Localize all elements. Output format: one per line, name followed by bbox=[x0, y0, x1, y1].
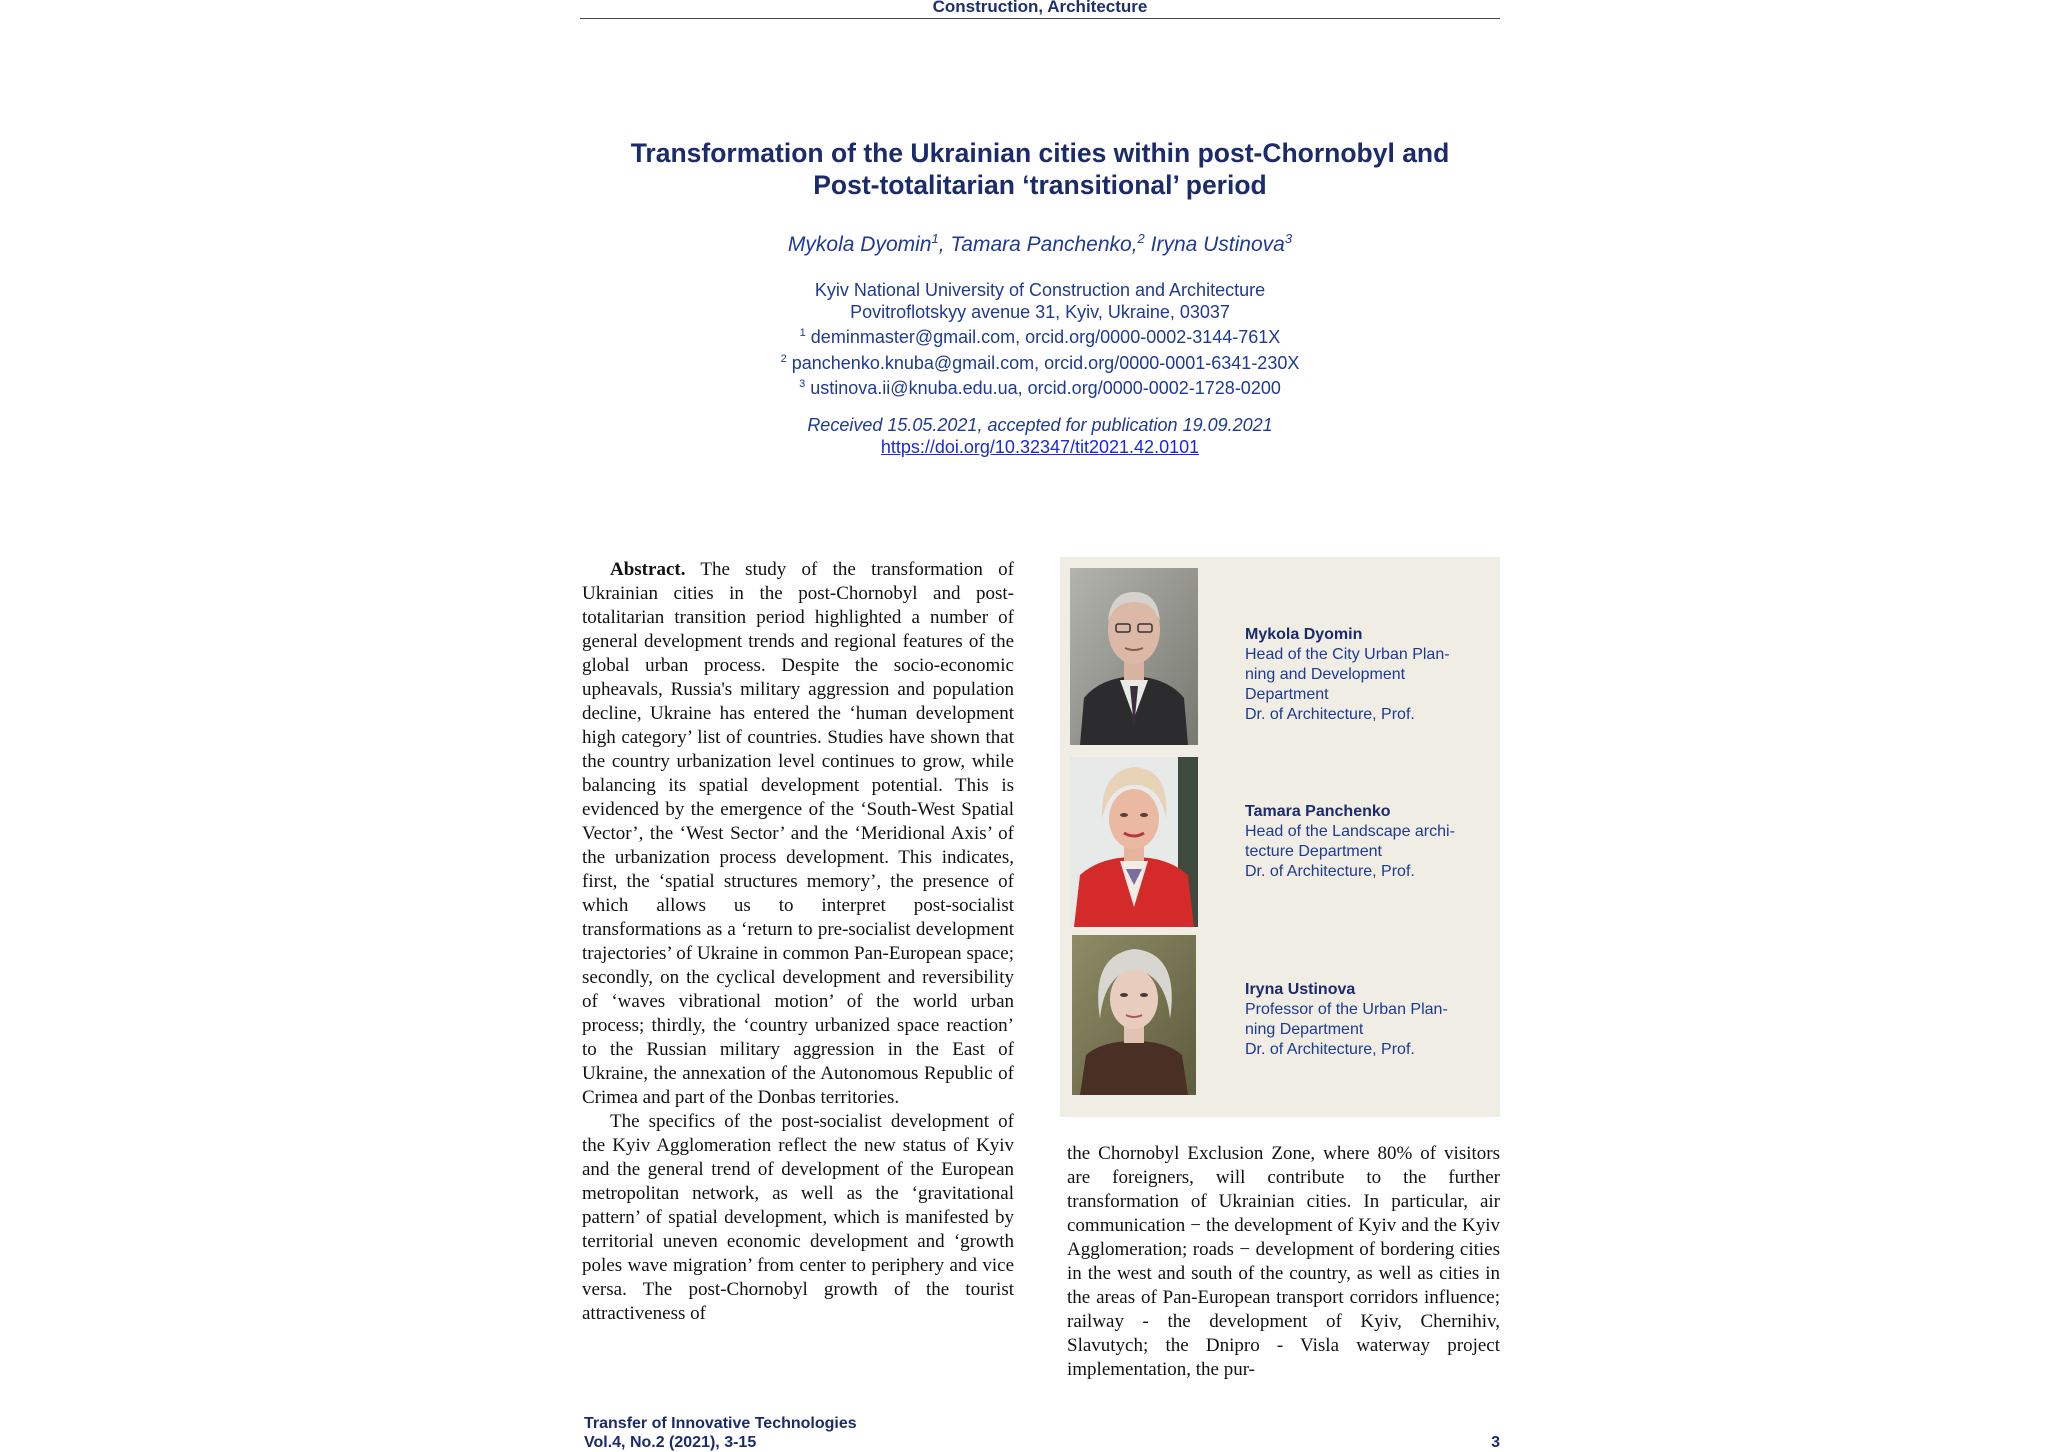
bio-2-line-1: Head of the Landscape archi- bbox=[1245, 823, 1455, 840]
author-photo-2 bbox=[1070, 757, 1198, 927]
doi-line bbox=[580, 436, 1500, 458]
author-bio-2 bbox=[1245, 802, 1490, 882]
abstract-paragraph-2: The specifics of the post-socialist development of the Kyiv Agglomeration reflect the new status of Kyiv and the general trend of development of the European metropolitan network, as well as the ‘gravitational pattern’ of spatial development, which is manifested by territorial uneven economic development and ‘growth poles wave migration’ from center to periphery and vice versa. The post-Chornobyl growth of the tourist attractiveness of bbox=[582, 1111, 1014, 1324]
abstract-label: Abstract. bbox=[610, 559, 686, 580]
page-number: 3 bbox=[1491, 1434, 1500, 1451]
bio-2-line-2: tecture Department bbox=[1245, 843, 1382, 860]
bio-1-name: Mykola Dyomin bbox=[1245, 626, 1363, 643]
paper-page bbox=[580, 0, 1500, 1451]
title-line-1: Transformation of the Ukrainian cities within post-Chornobyl and bbox=[630, 138, 1450, 168]
bio-3-name: Iryna Ustinova bbox=[1245, 981, 1356, 998]
affiliation bbox=[580, 280, 1500, 400]
bio-1-line-2: ning and Development bbox=[1245, 666, 1406, 683]
journal-name: Transfer of Innovative Technologies bbox=[584, 1415, 857, 1432]
author-3-sup: 3 bbox=[1284, 231, 1293, 246]
bio-1-line-1: Head of the City Urban Plan- bbox=[1245, 646, 1450, 663]
abstract-text-1: The study of the transformation of Ukrainian cities in the post-Chornobyl and post-totalitarian transition period highlighted a number of general development trends and regional features of the global urban process. Despite the socio-economic upheavals, Russia's military aggression and population decline, Ukraine has entered the ‘human development high category’ list of countries. Studies have shown that the country urbanization level continues to grow, while balancing its spatial development potential. This is evidenced by the emergence of the ‘South-West Spatial Vector’, the ‘West Sector’ and the ‘Meridional Axis’ of the urbanization process development. This indicates, first, the ‘spatial structures memory’, the presence of which allows us to interpret post-socialist transformations as a ‘return to pre-socialist development trajectories’ of Ukraine in common Pan-European space; secondly, on the cyclical development and reversibility of ‘waves vibrational motion’ of the world urban process; thirdly, the ‘country urbanized space reaction’ to the Russian military aggression in the East of Ukraine, the annexation of the Autonomous Republic of Crimea and part of the Donbas territories. bbox=[582, 559, 1014, 1108]
author-1-sup: 1 bbox=[931, 231, 939, 246]
contact-1-text[interactable]: deminmaster@gmail.com, orcid.org/0000-0002-3144-761X bbox=[805, 327, 1281, 347]
contact-3-text[interactable]: ustinova.ii@knuba.edu.ua, orcid.org/0000-0002-1728-0200 bbox=[805, 378, 1281, 398]
contact-2-text[interactable]: panchenko.knuba@gmail.com, orcid.org/0000-0001-6341-230X bbox=[786, 352, 1300, 373]
author-3: Iryna Ustinova bbox=[1144, 233, 1285, 256]
abstract-paragraph-1 bbox=[582, 558, 1014, 1110]
author-bio-1 bbox=[1245, 625, 1490, 725]
bio-2-line-3: Dr. of Architecture, Prof. bbox=[1245, 863, 1415, 880]
portrait-1-image bbox=[1070, 568, 1198, 745]
portrait-3-image bbox=[1072, 935, 1196, 1095]
author-2-sup: 2 bbox=[1137, 231, 1145, 246]
bio-3-line-3: Dr. of Architecture, Prof. bbox=[1245, 1041, 1415, 1058]
author-photo-1 bbox=[1070, 568, 1198, 745]
contact-1-num: 1 bbox=[799, 327, 806, 339]
title-line-2: Post-totalitarian ‘transitional’ period bbox=[813, 170, 1267, 200]
body-paragraph-continued: the Chornobyl Exclusion Zone, where 80% of visitors are foreigners, will contribute to the further transformation of Ukrainian cities. In particular, air communication − the development of Kyiv and the Kyiv Agglomeration; roads − development of bordering cities in the west and south of the country, as well as cities in the areas of Pan-European transport corridors influence; railway - the development of Kyiv, Chernihiv, Slavutych; the Dnipro - Visla waterway project implementation, the pur- bbox=[1067, 1143, 1500, 1380]
author-info-box bbox=[1060, 557, 1500, 1117]
right-column bbox=[1067, 1142, 1500, 1382]
university-name: Kyiv National University of Construction and Architecture bbox=[814, 280, 1266, 300]
bio-3-line-1: Professor of the Urban Plan- bbox=[1245, 1001, 1448, 1018]
bio-1-line-4: Dr. of Architecture, Prof. bbox=[1245, 706, 1415, 723]
bio-2-name: Tamara Panchenko bbox=[1245, 803, 1391, 820]
author-bio-3 bbox=[1245, 980, 1490, 1060]
portrait-2-image bbox=[1070, 757, 1198, 927]
author-2: , Tamara Panchenko, bbox=[938, 233, 1138, 256]
contact-3-num: 3 bbox=[799, 378, 806, 390]
author-photo-3 bbox=[1072, 935, 1196, 1095]
author-1: Mykola Dyomin bbox=[787, 233, 932, 256]
paper-title bbox=[580, 137, 1500, 201]
bio-3-line-2: ning Department bbox=[1245, 1021, 1364, 1038]
contact-line-1 bbox=[580, 323, 1500, 349]
journal-volume: Vol.4, No.2 (2021), 3-15 bbox=[584, 1434, 757, 1451]
university-address: Povitroflotskyy avenue 31, Kyiv, Ukraine, 03037 bbox=[850, 301, 1230, 322]
received-dates: Received 15.05.2021, accepted for publication 19.09.2021 bbox=[807, 415, 1273, 435]
contact-line-3 bbox=[580, 374, 1500, 400]
page-footer bbox=[584, 1414, 1500, 1452]
doi-link[interactable]: https://doi.org/10.32347/tit2021.42.0101 bbox=[880, 437, 1200, 457]
left-column bbox=[582, 558, 1014, 1326]
bio-1-line-3: Department bbox=[1245, 686, 1329, 703]
contact-2-num: 2 bbox=[780, 352, 787, 365]
running-head: Construction, Architecture bbox=[580, 0, 1500, 19]
author-list bbox=[580, 225, 1500, 259]
contact-line-2 bbox=[580, 349, 1500, 375]
